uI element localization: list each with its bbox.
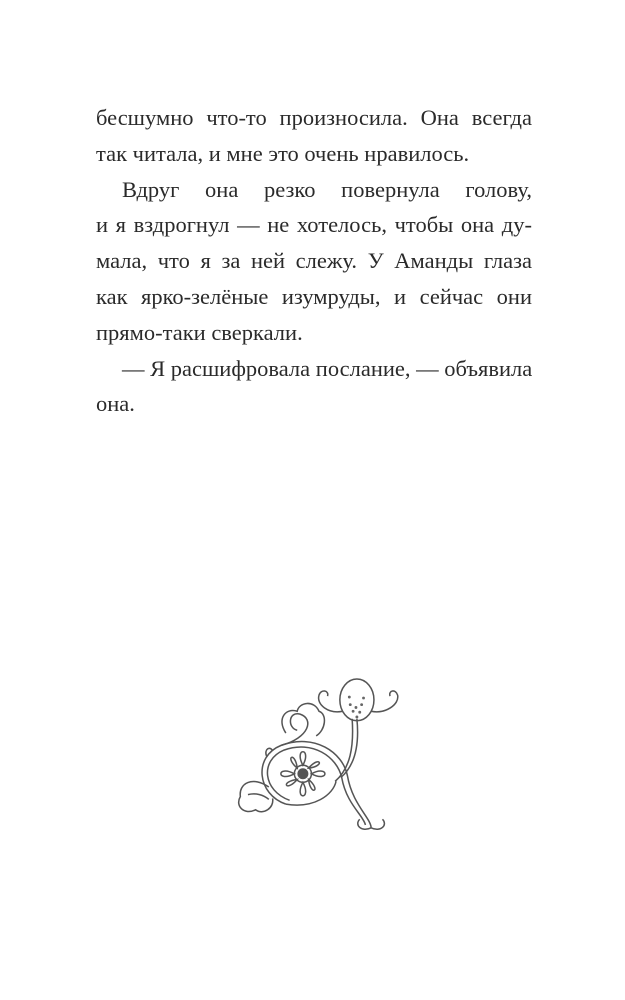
text-line: она. [96, 391, 135, 417]
text-line: бесшумно что-то произносила. Она всегда [96, 105, 532, 130]
text-line: — Я расшифровала послание, — объявила [122, 355, 533, 381]
text-line: мала, что я за ней слежу. У Аманды глаза [96, 248, 532, 274]
text-line: и я вздрогнул — не хотелось, чтобы она ду- [96, 212, 532, 238]
body-text [96, 100, 532, 422]
text-line: так читала, и мне это очень нравилось. [96, 140, 470, 166]
floral-vignette-icon [228, 662, 410, 842]
text-line: прямо-таки сверкали. [96, 319, 303, 345]
text-line: Вдруг она резко повернула голову, [122, 176, 532, 202]
text-line: как ярко-зелёные изумруды, и сейчас они [96, 283, 532, 309]
